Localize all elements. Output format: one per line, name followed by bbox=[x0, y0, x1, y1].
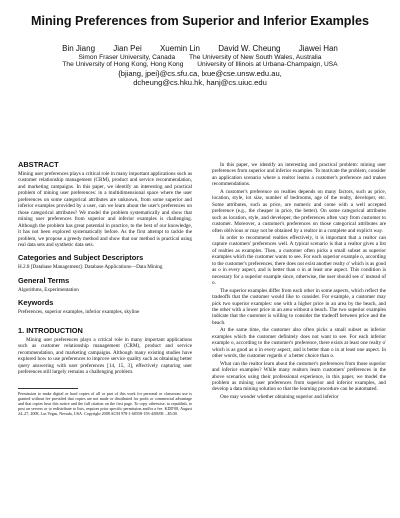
body-paragraph: At the same time, the customer also often picks a small subset as inferior examples which the customer definitely does not want to see. For each inferior example o, according to the customer's preference, there exists at least one realty o' which is as good as o in every aspect, and is better than o in at least one aspect. In other words, the customer regards o' a better choice than o. bbox=[212, 327, 386, 360]
author-name: Jian Pei bbox=[113, 44, 142, 53]
footnote-text: Permission to make digital or hard copies of all or part of this work for personal or classroom use is granted without fee provided that copies are not made or distributed for profit or commercial advantage and that copies bear this notice and the full citation on the first page. To copy otherwise, to republish, to post on servers or to redistribute to lists, requires prior specific permission and/or a fee. KDD'08, August 24–27, 2008, Las Vegas, Nevada, USA. Copyright 2008 ACM 978-1-60558-193-4/08/08 ...$5.00. bbox=[18, 390, 192, 416]
abstract-text: Mining user preferences plays a critical role in many important applications such as customer relationship management (CRM), product and service recommendation, and marketing campaigns. In this paper, we identify an interesting and practical problem of mining user preferences: in a multidimensional space where the user preferences on some categorical attributes are unknown, from some superior and inferior examples provided by a user, can we learn about the user's preferences on those categorical attributes? We model the problem systematically and show that mining user preferences from superior and inferior examples is challenging. Although the problem has great potential in practice, to the best of our knowledge, it has not been explored systematically before. As the first attempt to tackle the problem, we propose a greedy method and show that our method is practical using real data sets and synthetic data sets. bbox=[18, 171, 192, 248]
affiliation-line bbox=[0, 54, 400, 61]
author-name: David W. Cheung bbox=[218, 44, 281, 53]
author-name: Jiawei Han bbox=[298, 44, 338, 53]
author-name: Xuemin Lin bbox=[159, 44, 200, 53]
affiliation: University of Illinois at Urbana-Champaign, USA bbox=[197, 61, 338, 69]
abstract-heading: ABSTRACT bbox=[18, 160, 59, 169]
author-emails: {bjiang, jpei}@cs.sfu.ca, lxue@cse.unsw.edu.au, bbox=[118, 68, 282, 78]
affiliation-line bbox=[0, 61, 400, 68]
left-column bbox=[18, 160, 192, 416]
general-terms-heading: General Terms bbox=[18, 275, 70, 285]
body-paragraph: What can the realtor learn about the customer's preferences from those superior and inferior examples? While many realtors learn customers' preferences in the above scenarios using their professional experience, in this paper, we model the problem as mining user preferences from superior and inferior examples, and develop a data mining solution so that the learning procedure can be automated. bbox=[212, 360, 386, 393]
affiliation: Simon Fraser University, Canada bbox=[78, 54, 176, 61]
body-paragraph: The superior examples differ from each other in some aspects, which reflect the tradeoffs that the customer would like to consider. For example, a customer may pick two superior examples: one with a higher price in an area by the beach, and the other with a lower price in an area without a beach. The two superior examples indicate that the customer is willing to consider the tradeoff between price and the beach. bbox=[212, 287, 386, 326]
affiliation: The University of Hong Kong, Hong Kong bbox=[62, 61, 184, 69]
author-block bbox=[0, 44, 400, 87]
body-paragraph: In this paper, we identify an interesting and practical problem: mining user preferences from superior and inferior examples. To motivate the problem, consider an application scenario where a realtor learns a customer's preference and makes recommendations. bbox=[212, 162, 386, 188]
affiliation: The University of New South Wales, Australia bbox=[189, 54, 322, 61]
right-column bbox=[212, 162, 386, 400]
author-emails: dcheung@cs.hku.hk, hanj@cs.uiuc.edu bbox=[133, 77, 267, 87]
copyright-footnote bbox=[18, 391, 192, 416]
paper-title: Mining Preferences from Superior and Inferior Examples bbox=[30, 14, 370, 28]
body-paragraph: One may wonder whether obtaining superior and inferior bbox=[220, 393, 339, 400]
author-name: Bin Jiang bbox=[62, 44, 96, 53]
categories-text: H.2.8 [Database Management]: Database Applications—Data Mining bbox=[18, 264, 163, 271]
introduction-text: Mining user preferences plays a critical role in many important applications such as customer relationship management (CRM), product and service recommendation, and marketing campaigns. Although many existing studies have explored how to use preferences to improve service quality such as obtaining better query answering with user preferences [14, 15, 3], effectively capturing user preferences still largely remains a challenging problem. bbox=[18, 336, 192, 376]
categories-heading: Categories and Subject Descriptors bbox=[18, 253, 144, 263]
introduction-heading: 1. INTRODUCTION bbox=[18, 325, 83, 335]
body-paragraph: In order to recommend realties effectively, it is important that a realtor can capture customers' preferences well. A typical scenario is that a realtor gives a list of realties as examples. Then, a customer often picks a small subset as superior examples which the customer wants to see. For each superior example o, according to the customer's preferences, there does not exist another realty o' which is as good as o in every aspect, and is better than o in at least one aspect. This condition is necessary for a superior example since, otherwise, the user should see o' instead of o. bbox=[212, 234, 386, 287]
general-terms-text: Algorithms, Experimentation bbox=[18, 286, 79, 293]
body-paragraph: A customer's preference on realties depends on many factors, such as price, location, style, lot size, number of bedrooms, age of the realty, developer, etc. Some attributes, such as price, are numeric and come with a well accepted preference (e.g., the cheaper in price, the better). On some categorical attributes such as location, style, and developer, the preferences often vary from customer to customer. Moreover, a customer's preferences on those categorical attributes are often oblivious or may not be obtained by a realtor in a complete and explicit way. bbox=[212, 188, 386, 234]
footnote-divider bbox=[18, 388, 78, 389]
author-names bbox=[0, 44, 400, 54]
keywords-text: Preferences, superior examples, inferior examples, skyline bbox=[18, 309, 140, 316]
keywords-heading: Keywords bbox=[18, 298, 54, 308]
